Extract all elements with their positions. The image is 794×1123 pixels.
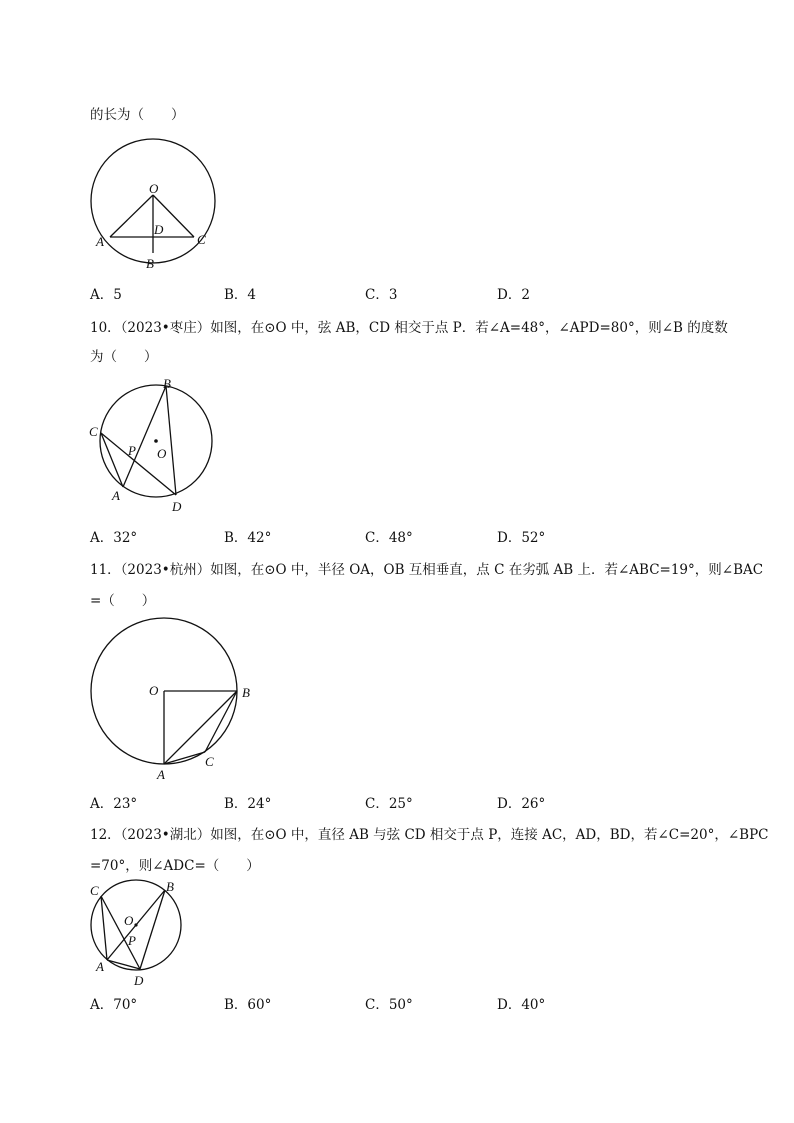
q12-label-D: D [134, 973, 144, 988]
q12-stem-line2: =70°，则∠ADC=（ ） [90, 858, 260, 874]
q12-option-b: B．60° [224, 997, 272, 1013]
q10-label-A: A [112, 488, 120, 503]
q10-option-d: D．52° [497, 530, 546, 546]
q9-label-D: D [154, 222, 164, 237]
q12-label-P: P [128, 933, 136, 948]
q10-stem-line2: 为（ ） [90, 349, 158, 365]
q9-label-O: O [149, 181, 159, 196]
q10-option-b: B．42° [224, 530, 272, 546]
q9-option-a: A．5 [90, 287, 122, 303]
q11-label-A: A [157, 767, 165, 782]
q9-option-b: B．4 [224, 287, 257, 303]
q12-option-d: D．40° [497, 997, 546, 1013]
q11-option-a: A．23° [90, 796, 138, 812]
q10-label-C: C [89, 424, 98, 439]
q9-figure [80, 170, 240, 280]
q12-label-B: B [166, 879, 174, 894]
q9-option-c: C．3 [365, 287, 398, 303]
q9-label-C: C [197, 232, 206, 247]
q12-option-a: A．70° [90, 997, 138, 1013]
q10-label-B: B [163, 376, 171, 391]
q10-label-O: O [157, 446, 167, 461]
q9-label-A: A [96, 234, 104, 249]
q12-label-C: C [90, 883, 99, 898]
q11-label-O: O [149, 683, 159, 698]
q11-option-d: D．26° [497, 796, 546, 812]
q10-stem-line1: 10．（2023•枣庄）如图，在⊙O 中，弦 AB，CD 相交于点 P．若∠A=48°，∠APD=80°，则∠B 的度数 [90, 320, 728, 336]
q11-stem-line1: 11．（2023•杭州）如图，在⊙O 中，半径 OA，OB 互相垂直，点 C 在劣弧 AB 上．若∠ABC=19°，则∠BAC [90, 562, 764, 578]
q12-stem-line1: 12．（2023•湖北）如图，在⊙O 中，直径 AB 与弦 CD 相交于点 P，连接 AC，AD，BD，若∠C=20°，∠BPC [90, 827, 769, 843]
q11-stem-line2: =（ ） [90, 593, 156, 609]
q10-figure [85, 375, 225, 515]
q10-label-P: P [128, 443, 136, 458]
q10-label-D: D [172, 499, 182, 514]
q10-option-a: A．32° [90, 530, 138, 546]
q12-figure [85, 875, 195, 990]
q9-option-d: D．2 [497, 287, 530, 303]
q11-label-C: C [205, 754, 214, 769]
q12-option-c: C．50° [365, 997, 413, 1013]
q12-label-A: A [96, 959, 104, 974]
q9-label-B: B [146, 256, 154, 271]
q9-stem-tail: 的长为（ ） [90, 107, 185, 123]
q10-option-c: C．48° [365, 530, 413, 546]
q11-label-B: B [242, 685, 250, 700]
q12-label-O: O [124, 913, 134, 928]
q11-figure [85, 612, 265, 787]
q11-option-c: C．25° [365, 796, 413, 812]
q11-option-b: B．24° [224, 796, 272, 812]
